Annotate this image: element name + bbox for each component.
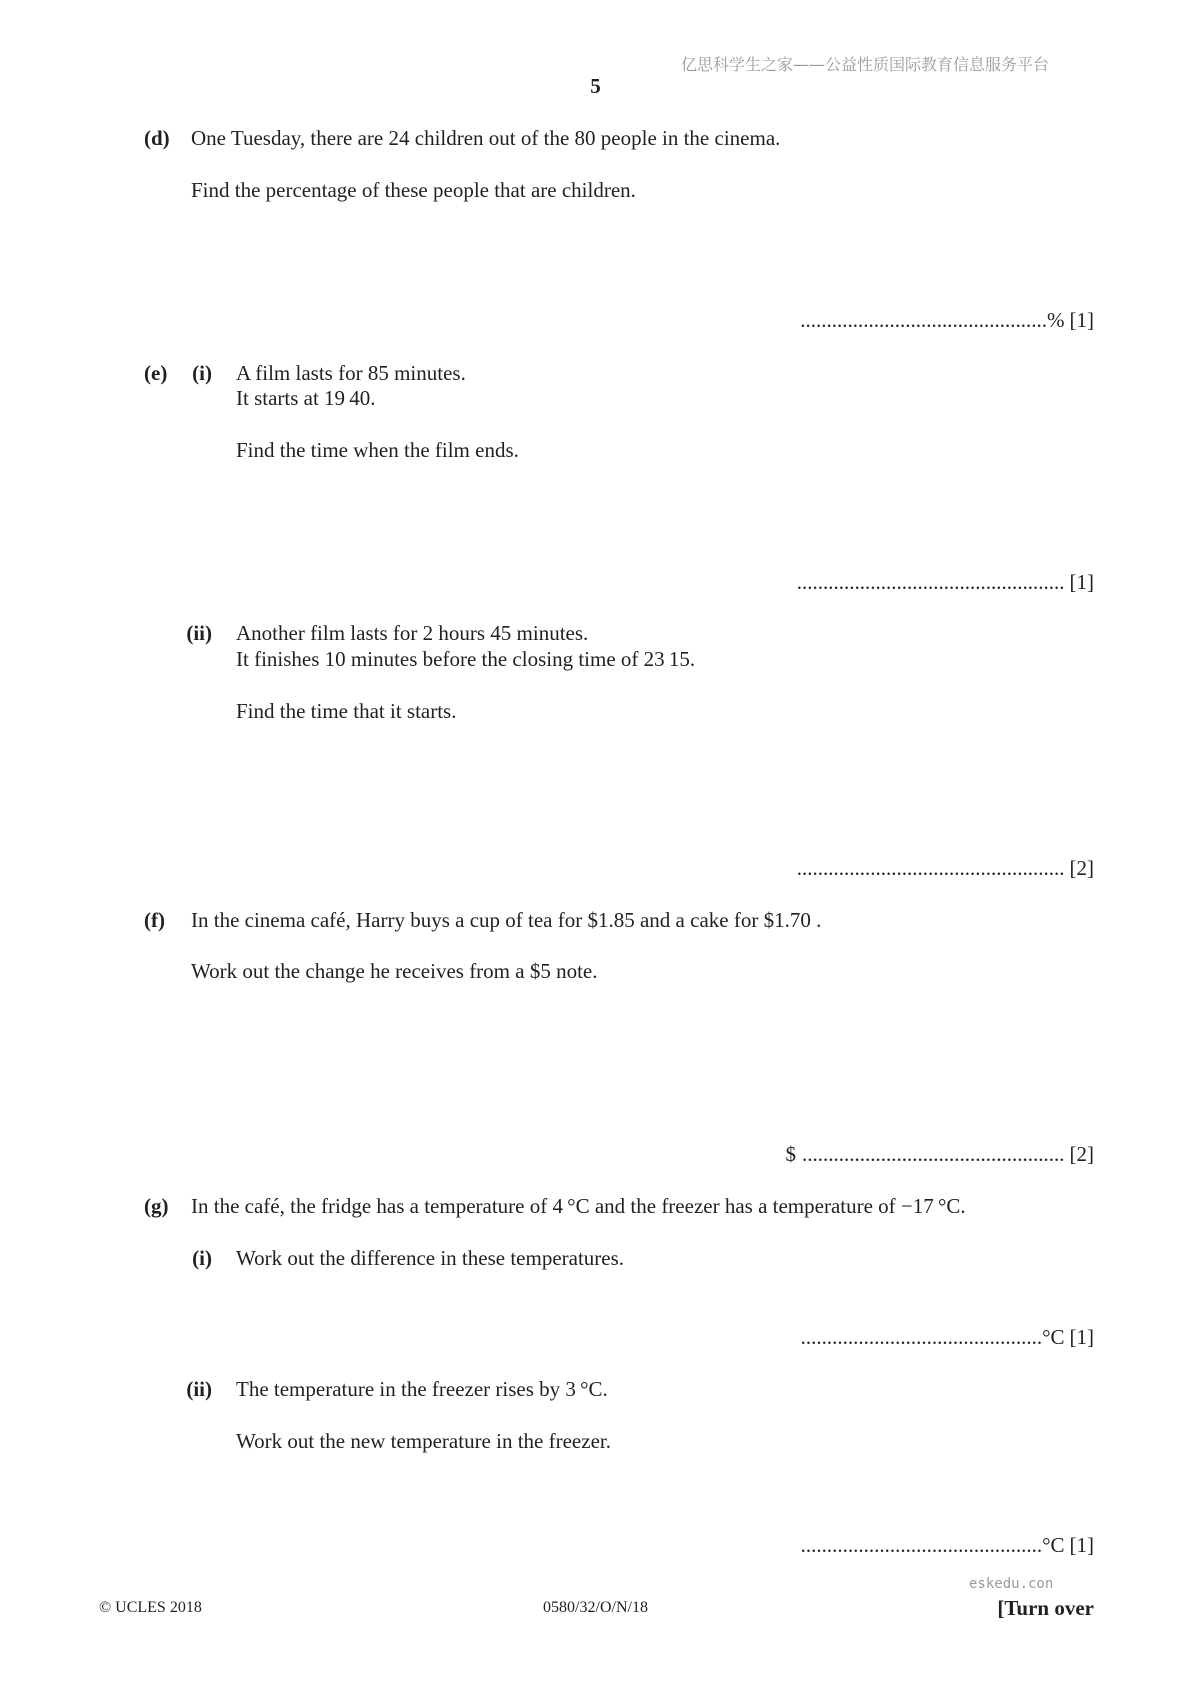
- answer-line-g-i: [795, 1325, 1094, 1349]
- part-label-e: (e): [144, 361, 168, 385]
- question-text: A film lasts for 85 minutes.: [236, 361, 466, 385]
- paper-code: 0580/32/O/N/18: [543, 1599, 648, 1616]
- answer-dots: ...................................................: [796, 856, 1065, 880]
- answer-line-e-i: [795, 570, 1094, 594]
- site-watermark: eskedu.con: [969, 1576, 1054, 1592]
- turn-over-note: [Turn over: [997, 1596, 1094, 1620]
- marks-allocation: [1]: [1069, 1533, 1094, 1557]
- answer-dots: ..................................................: [802, 1142, 1065, 1166]
- question-instruction: Find the time when the film ends.: [236, 438, 519, 462]
- answer-unit: °C: [1042, 1533, 1065, 1557]
- part-label-d: (d): [144, 126, 170, 150]
- copyright-notice: © UCLES 2018: [99, 1599, 202, 1616]
- subpart-label-g-i: (i): [192, 1246, 212, 1270]
- marks-allocation: [1]: [1069, 308, 1094, 332]
- question-text: Another film lasts for 2 hours 45 minutes.: [236, 621, 589, 645]
- question-text: In the cinema café, Harry buys a cup of tea for $1.85 and a cake for $1.70 .: [191, 908, 822, 932]
- watermark-text: 亿思科学生之家——公益性质国际教育信息服务平台: [681, 55, 1050, 74]
- subpart-label-e-i: (i): [192, 361, 212, 385]
- answer-unit: °C: [1042, 1325, 1065, 1349]
- answer-line-e-ii: [795, 856, 1094, 880]
- answer-line-d: [795, 308, 1094, 332]
- question-text: In the café, the fridge has a temperature of 4 °C and the freezer has a temperature of −17 °C.: [191, 1194, 966, 1218]
- marks-allocation: [2]: [1069, 856, 1094, 880]
- question-text: It starts at 19 40.: [236, 386, 376, 410]
- question-text: One Tuesday, there are 24 children out of the 80 people in the cinema.: [191, 126, 781, 150]
- question-instruction: Find the percentage of these people that are children.: [191, 178, 636, 202]
- answer-dots: ..............................................: [800, 1533, 1043, 1557]
- answer-currency: $: [785, 1142, 796, 1166]
- marks-allocation: [2]: [1069, 1142, 1094, 1166]
- answer-dots: ..............................................: [800, 1325, 1043, 1349]
- part-label-f: (f): [144, 908, 165, 932]
- marks-allocation: [1]: [1069, 570, 1094, 594]
- subpart-label-g-ii: (ii): [186, 1377, 212, 1401]
- page-number: 5: [590, 74, 601, 98]
- question-text: It finishes 10 minutes before the closing time of 23 15.: [236, 647, 696, 671]
- answer-line-g-ii: [795, 1533, 1094, 1557]
- question-instruction: Work out the new temperature in the freezer.: [236, 1429, 611, 1453]
- question-instruction: Work out the change he receives from a $5 note.: [191, 959, 598, 983]
- question-instruction: Work out the difference in these temperatures.: [236, 1246, 625, 1270]
- answer-dots: ...............................................: [800, 308, 1047, 332]
- answer-dots: ...................................................: [796, 570, 1065, 594]
- question-text: The temperature in the freezer rises by 3 °C.: [236, 1377, 608, 1401]
- question-instruction: Find the time that it starts.: [236, 699, 457, 723]
- answer-unit: %: [1047, 308, 1065, 332]
- part-label-g: (g): [144, 1194, 169, 1218]
- answer-line-f: [783, 1142, 1094, 1166]
- marks-allocation: [1]: [1069, 1325, 1094, 1349]
- subpart-label-e-ii: (ii): [186, 621, 212, 645]
